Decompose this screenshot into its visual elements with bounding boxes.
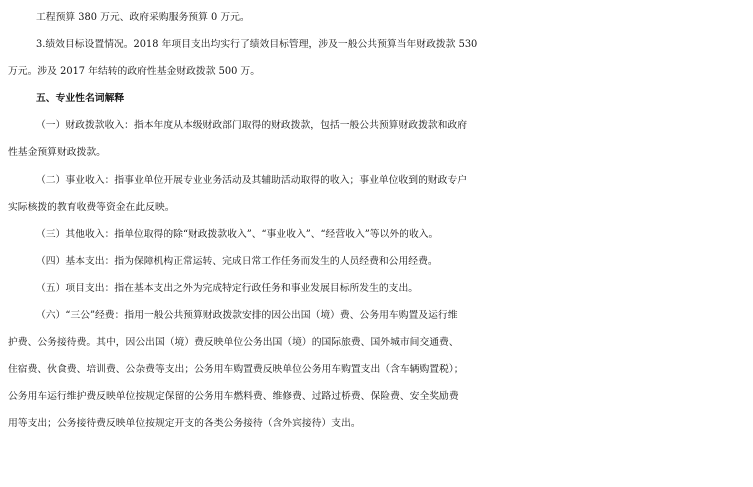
paragraph-line: 护费、公务接待费。其中，因公出国（境）费反映单位公务出国（境）的国际旅费、国外城市间交通费、 bbox=[8, 337, 459, 349]
paragraph-line: 实际核拨的教育收费等资金在此反映。 bbox=[8, 201, 175, 213]
section-heading: 五、专业性名词解释 bbox=[36, 93, 125, 105]
paragraph-line: 工程预算 380 万元、政府采购服务预算 0 万元。 bbox=[36, 12, 250, 23]
paragraph-line: 公务用车运行维护费反映单位按规定保留的公务用车燃料费、维修费、过路过桥费、保险费、安全奖励费 bbox=[8, 391, 459, 403]
paragraph-line: （一）财政拨款收入：指本年度从本级财政部门取得的财政拨款，包括一般公共预算财政拨款和政府 bbox=[36, 120, 468, 132]
paragraph-line: （二）事业收入：指事业单位开展专业业务活动及其辅助活动取得的收入；事业单位收到的财政专户 bbox=[36, 174, 468, 186]
paragraph-line: 万元。涉及 2017 年结转的政府性基金财政拨款 500 万。 bbox=[8, 66, 261, 78]
paragraph-line: （五）项目支出：指在基本支出之外为完成特定行政任务和事业发展目标所发生的支出。 bbox=[36, 282, 419, 294]
paragraph-line: 用等支出；公务接待费反映单位按规定开支的各类公务接待（含外宾接待）支出。 bbox=[8, 418, 361, 430]
paragraph-line: 3.绩效目标设置情况。2018 年项目支出均实行了绩效目标管理，涉及一般公共预算当年财政拨款 530 bbox=[36, 39, 478, 51]
paragraph-line: （三）其他收入：指单位取得的除“财政拨款收入”、“事业收入”、“经营收入”等以外的收入。 bbox=[36, 228, 439, 240]
paragraph-line: （六）“三公”经费：指用一般公共预算财政拨款安排的因公出国（境）费、公务用车购置及运行维 bbox=[36, 310, 458, 322]
paragraph-line: 住宿费、伙食费、培训费、公杂费等支出；公务用车购置费反映单位公务用车购置支出（含车辆购置税）； bbox=[8, 364, 464, 376]
paragraph-line: 性基金预算财政拨款。 bbox=[8, 147, 106, 159]
paragraph-line: （四）基本支出：指为保障机构正常运转、完成日常工作任务而发生的人员经费和公用经费。 bbox=[36, 255, 438, 267]
